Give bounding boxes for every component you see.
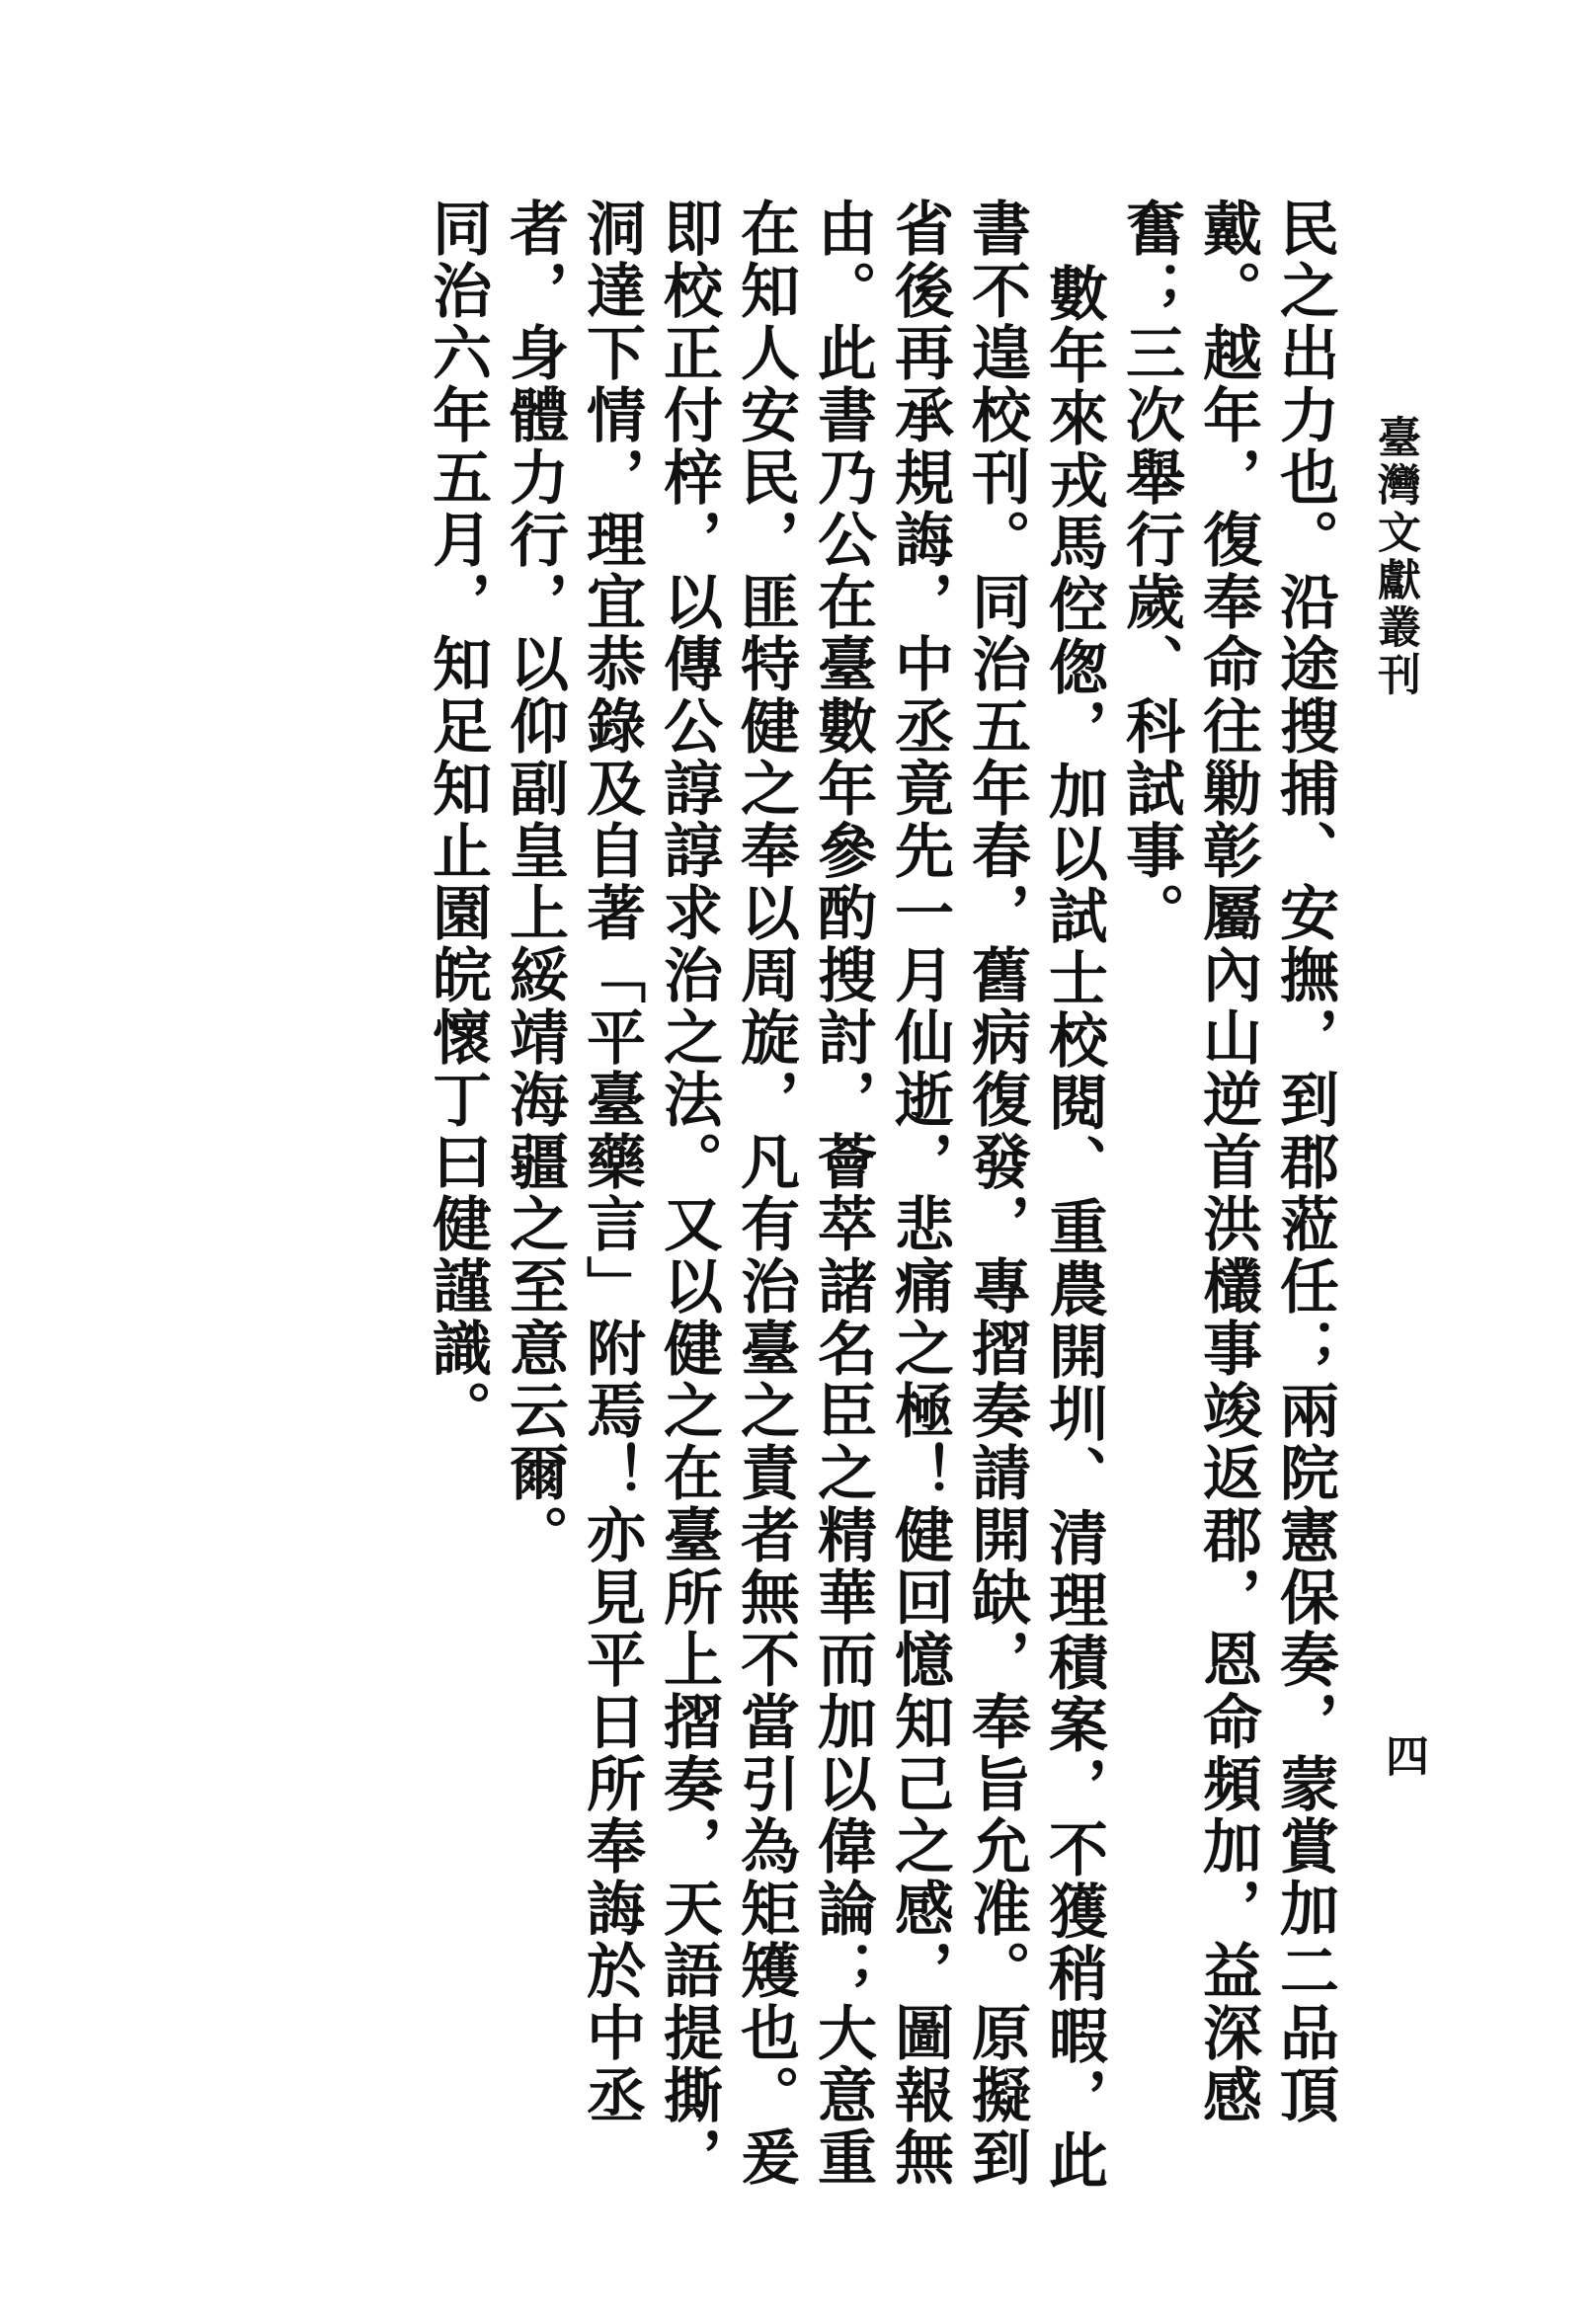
- page-number: 四: [1378, 1733, 1428, 1777]
- running-head: 臺灣文獻叢刊: [1370, 415, 1420, 699]
- paragraph-1: 民之出力也。沿途搜捕、安撫，到郡蒞任；兩院憲保奏，蒙賞加二品頂戴。越年，復奉命往勦彰屬內山逆首洪欉事竣返郡，恩命頻加，益深感奮；三次舉行歲、科試事。: [1116, 198, 1339, 2126]
- signature-line: 同治六年五月，知足知止園皖懷丁曰健謹識。: [423, 198, 492, 1442]
- paragraph-2: 數年來戎馬倥偬，加以試士校閱、重農開圳、清理積案，不獲稍暇，此書不遑校刊。同治五年春，舊病復發，專摺奏請開缺，奉旨允准。原擬到省後再承規誨，中丞竟先一月仙逝，悲痛之極！健回憶知己之感，圖報無由。此書乃公在臺數年參酌搜討，薈萃諸名臣之精華而加以偉論；大意重在知人安民，匪特健之奉以周旋，凡有治臺之責者無不當引為矩矱也。爰即校正付梓，以傳公諄諄求治之法。又以健之在臺所上摺奏，天語提撕，洞達下情，理宜恭錄及自著「平臺藥言」附焉！亦見平日所奉誨於中丞者，身體力行，以仰副皇上綏靖海疆之至意云爾。: [500, 198, 1108, 2192]
- vertical-body-text: [423, 198, 1343, 2193]
